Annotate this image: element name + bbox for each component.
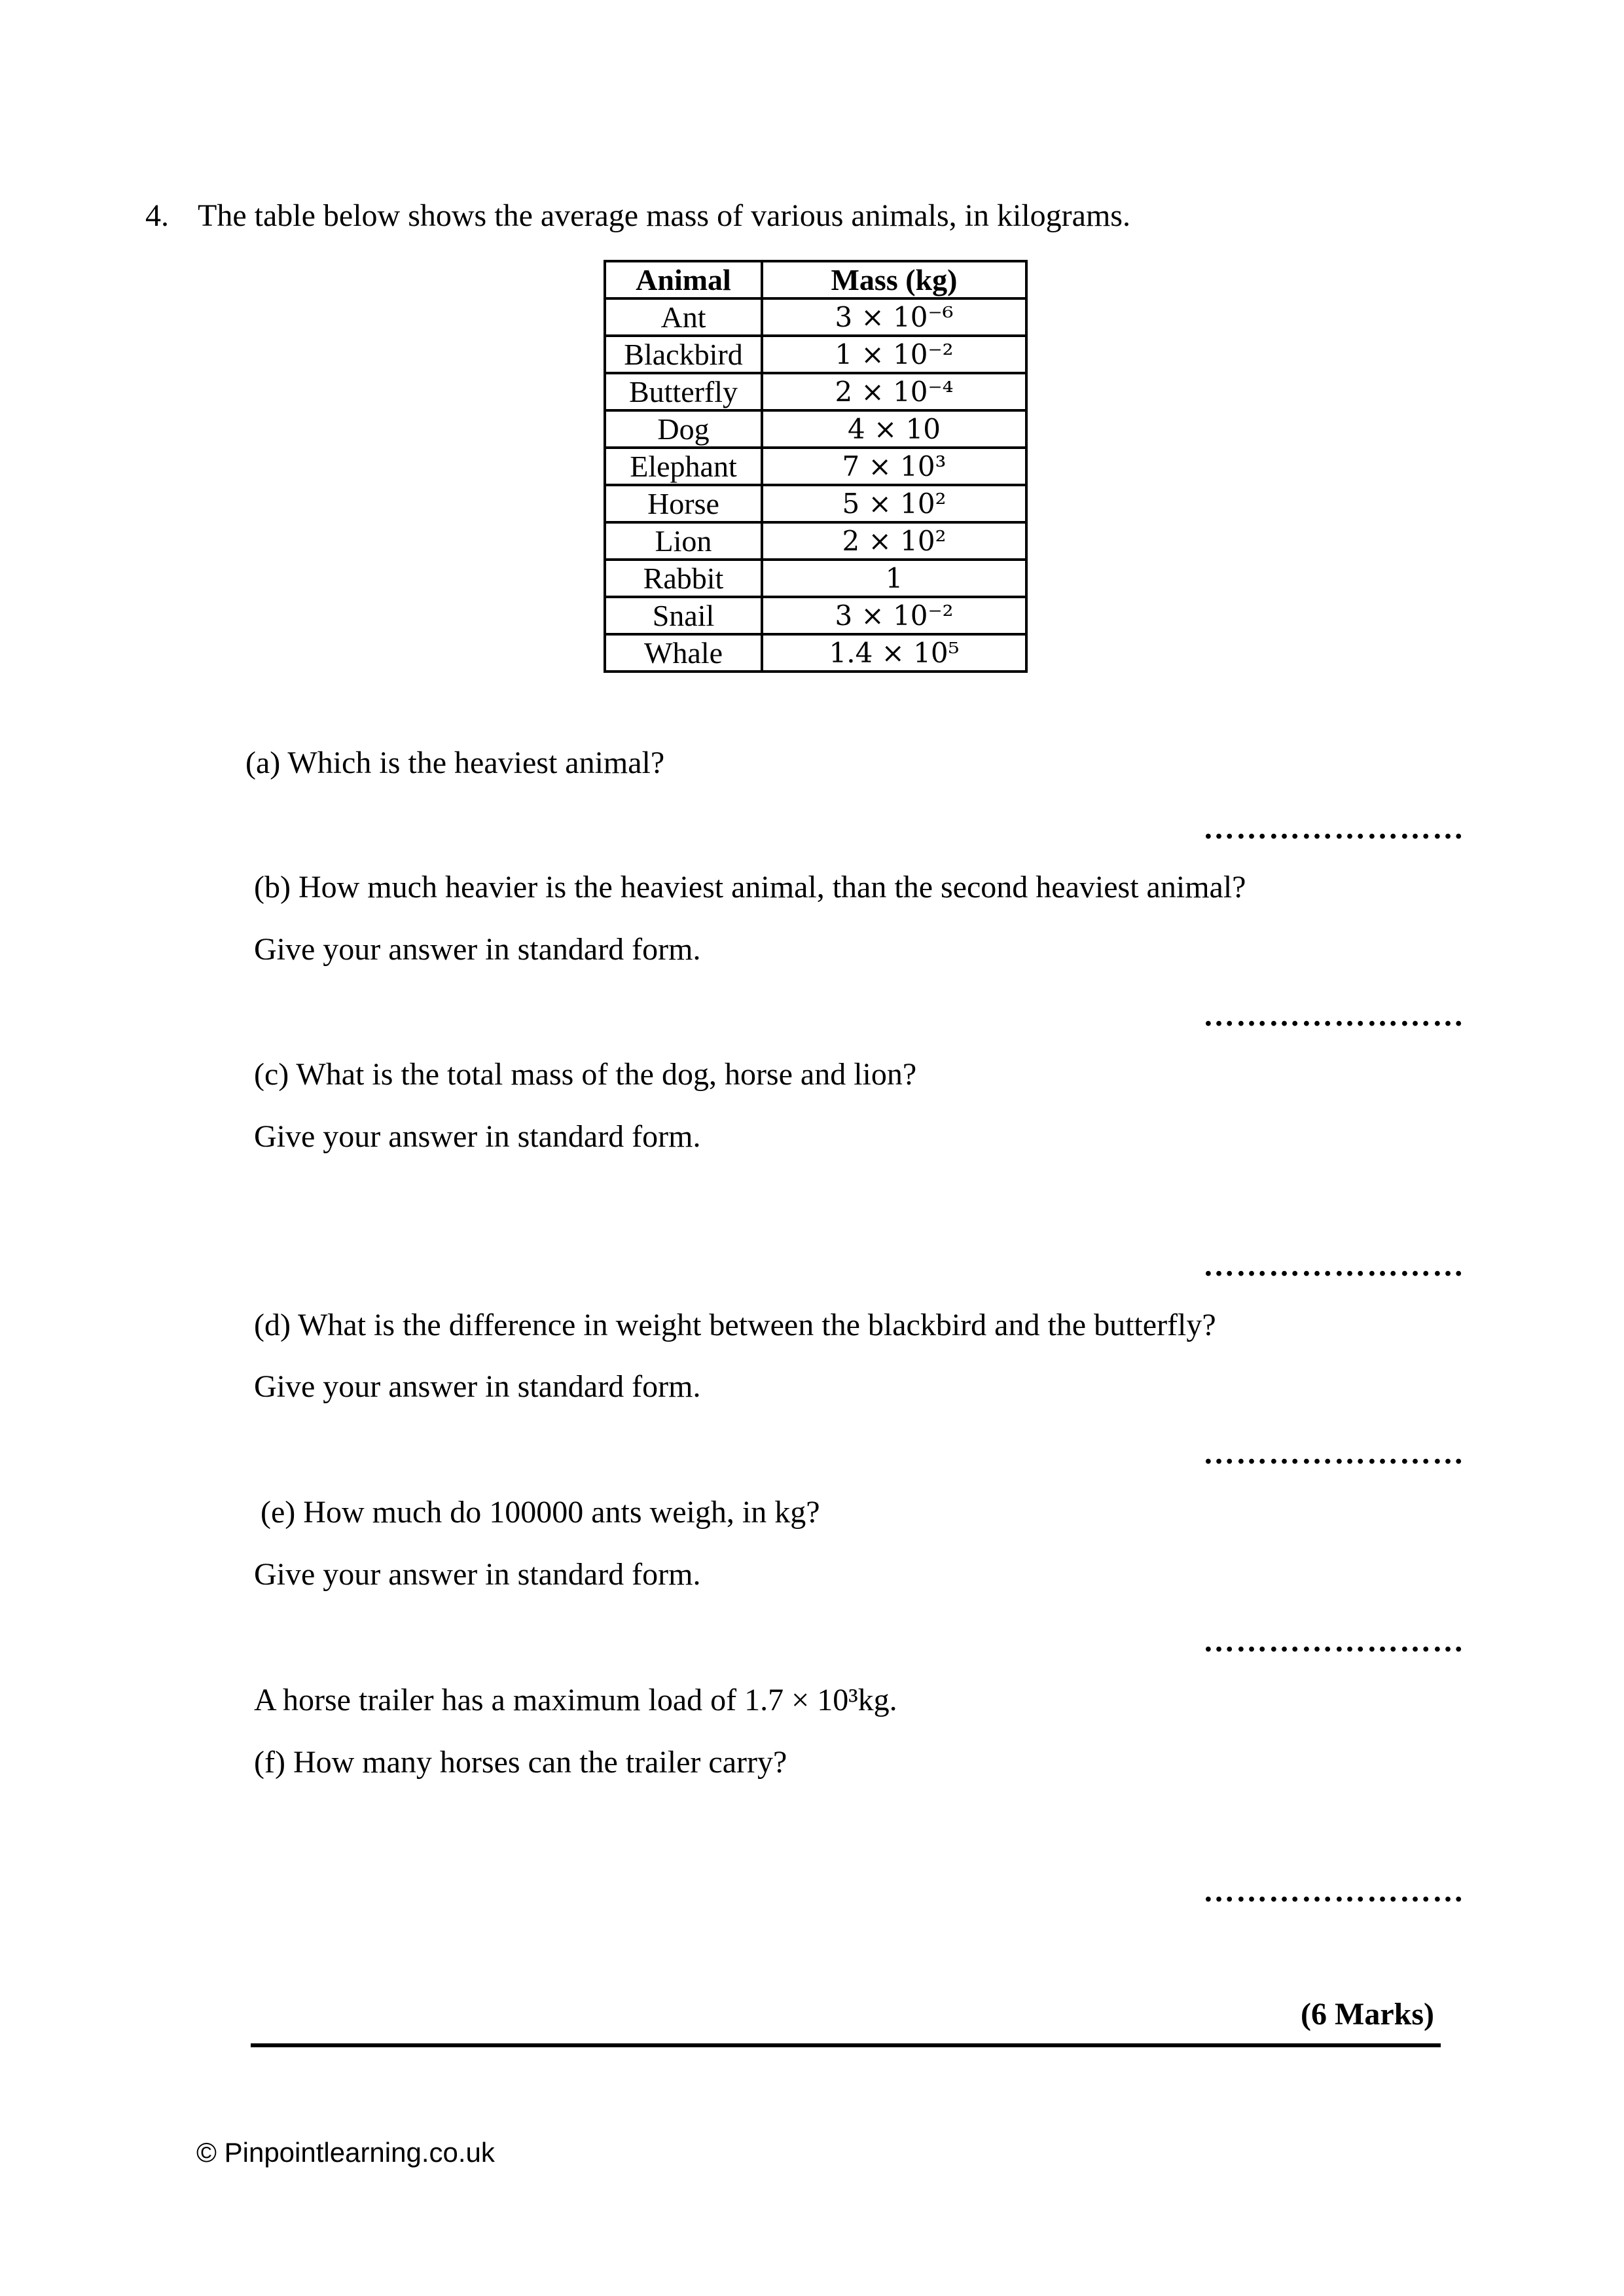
animal-cell: Lion [605, 522, 762, 560]
animal-cell: Snail [605, 597, 762, 634]
animal-cell: Rabbit [605, 560, 762, 597]
part-d-instruction: Give your answer in standard form. [254, 1369, 701, 1404]
part-c-answer-line[interactable]: …………………… [1203, 1248, 1465, 1283]
part-d-question: (d) What is the difference in weight between the blackbird and the butterfly? [254, 1308, 1216, 1342]
question-number: 4. [145, 198, 169, 233]
animal-cell: Blackbird [605, 336, 762, 373]
mass-cell: 4 × 10 [762, 410, 1026, 448]
part-b-answer-line[interactable]: …………………… [1203, 998, 1465, 1033]
part-b-instruction: Give your answer in standard form. [254, 932, 701, 967]
mass-cell: 1.4 × 10⁵ [762, 634, 1026, 672]
table-row [605, 634, 1026, 672]
table-row [605, 410, 1026, 448]
part-f-question: (f) How many horses can the trailer carry? [254, 1745, 787, 1780]
mass-cell: 5 × 10² [762, 485, 1026, 522]
table-row [605, 597, 1026, 634]
table-row [605, 336, 1026, 373]
part-f-answer-line[interactable]: …………………… [1203, 1874, 1465, 1909]
table-row [605, 522, 1026, 560]
part-c-instruction: Give your answer in standard form. [254, 1119, 701, 1154]
table-row [605, 448, 1026, 485]
question-intro: The table below shows the average mass of various animals, in kilograms. [198, 198, 1130, 233]
mass-cell: 1 × 10⁻² [762, 336, 1026, 373]
header-animal: Animal [605, 261, 762, 298]
part-d-answer-line[interactable]: …………………… [1203, 1436, 1465, 1471]
mass-cell: 3 × 10⁻⁶ [762, 298, 1026, 336]
animal-cell: Dog [605, 410, 762, 448]
animal-cell: Whale [605, 634, 762, 672]
marks-label: (6 Marks) [1301, 1997, 1434, 2032]
mass-cell: 1 [762, 560, 1026, 597]
part-e-question: (e) How much do 100000 ants weigh, in kg? [261, 1495, 820, 1530]
part-e-answer-line[interactable]: …………………… [1203, 1624, 1465, 1659]
mass-cell: 3 × 10⁻² [762, 597, 1026, 634]
mass-cell: 7 × 10³ [762, 448, 1026, 485]
table-row [605, 485, 1026, 522]
mass-cell: 2 × 10² [762, 522, 1026, 560]
part-b-question: (b) How much heavier is the heaviest animal, than the second heaviest animal? [254, 870, 1246, 905]
table-header-row [605, 261, 1026, 298]
part-a-question: (a) Which is the heaviest animal? [245, 745, 665, 780]
table-row [605, 560, 1026, 597]
part-a-answer-line[interactable]: …………………… [1203, 811, 1465, 846]
mass-cell: 2 × 10⁻⁴ [762, 373, 1026, 410]
animal-mass-table [604, 260, 1028, 673]
copyright-footer: © Pinpointlearning.co.uk [196, 2137, 495, 2168]
section-divider [251, 2043, 1441, 2047]
part-e-instruction: Give your answer in standard form. [254, 1557, 701, 1592]
part-f-context: A horse trailer has a maximum load of 1.7 × 10³kg. [254, 1683, 897, 1717]
header-mass: Mass (kg) [762, 261, 1026, 298]
table-row [605, 373, 1026, 410]
animal-cell: Elephant [605, 448, 762, 485]
table-row [605, 298, 1026, 336]
part-c-question: (c) What is the total mass of the dog, horse and lion? [254, 1057, 917, 1092]
animal-cell: Horse [605, 485, 762, 522]
animal-cell: Ant [605, 298, 762, 336]
animal-cell: Butterfly [605, 373, 762, 410]
